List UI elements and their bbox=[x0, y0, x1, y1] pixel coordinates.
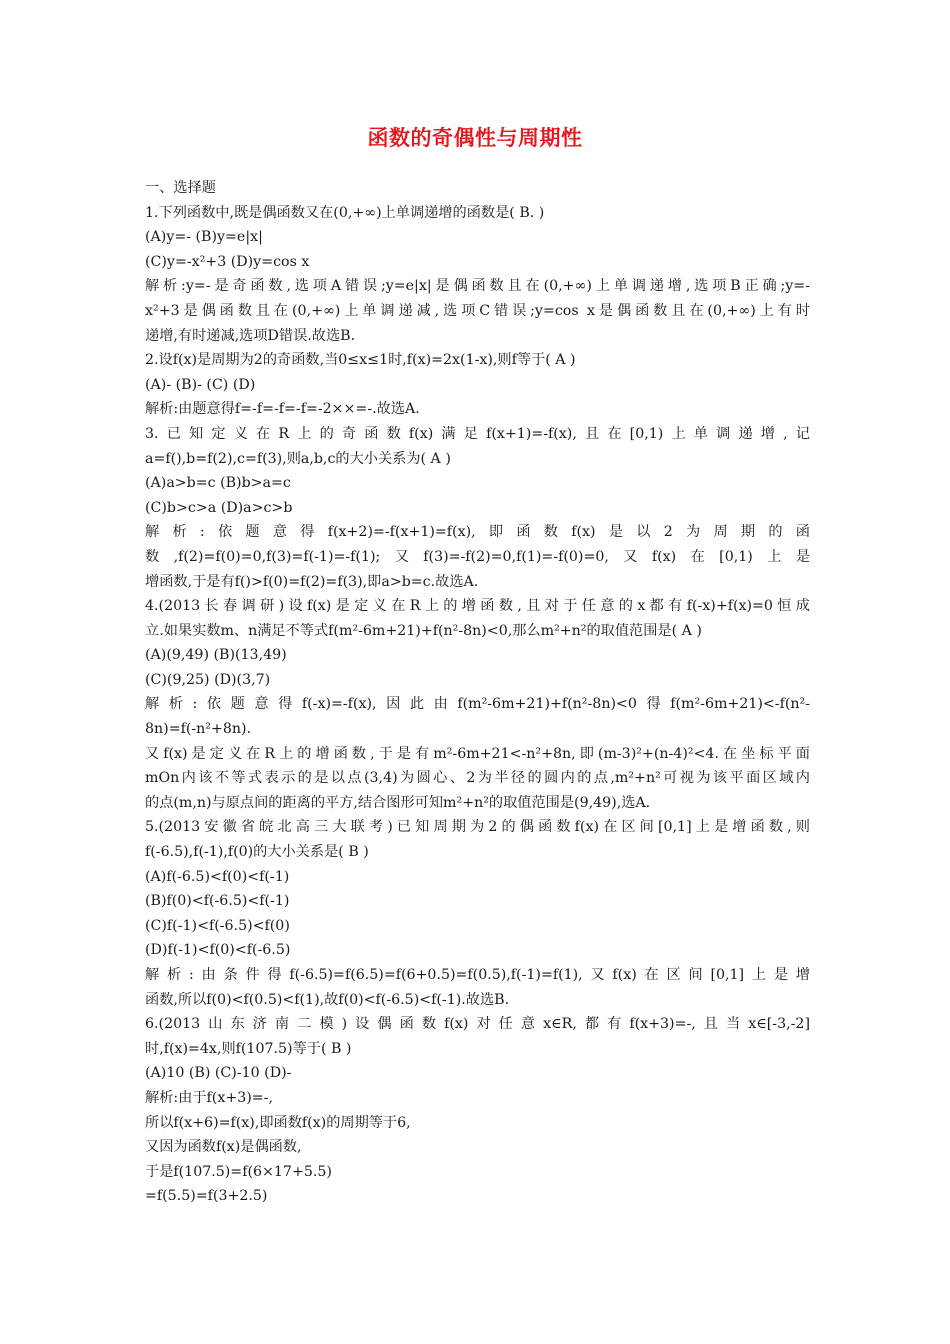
text-line: 解析:y=-是奇函数,选项A错误;y=e|x|是偶函数且在(0,+∞)上单调递增,选项B正确;y=- bbox=[145, 278, 810, 295]
text-line: 的点(m,n)与原点间的距离的平方,结合图形可知m²+n²的取值范围是(9,49),选A. bbox=[145, 794, 651, 811]
text-line: (A)(9,49) (B)(13,49) bbox=[145, 647, 287, 664]
text-line: (A)f(-6.5)<f(0)<f(-1) bbox=[145, 868, 290, 885]
text-line: 函数,所以f(0)<f(0.5)<f(1),故f(0)<f(-6.5)<f(-1).故选B. bbox=[145, 991, 510, 1008]
text-line: 解析:依题意得f(-x)=-f(x),因此由f(m²-6m+21)+f(n²-8n)<0得f(m²-6m+21)<-f(n²- bbox=[145, 696, 810, 713]
text-line: 于是f(107.5)=f(6×17+5.5) bbox=[145, 1163, 332, 1180]
text-line: 一、选择题 bbox=[145, 180, 216, 196]
text-line: 解析:由条件得f(-6.5)=f(6.5)=f(6+0.5)=f(0.5),f(-1)=f(1),又f(x)在区间[0,1]上是增 bbox=[145, 967, 810, 983]
text-line: f(-6.5),f(-1),f(0)的大小关系是( B ) bbox=[145, 844, 369, 861]
text-line: 5.(2013安徽省皖北高三大联考)已知周期为2的偶函数f(x)在区间[0,1]上是增函数,则 bbox=[145, 819, 810, 836]
text-line: (C)y=-x²+3 (D)y=cos x bbox=[145, 253, 310, 270]
document-title: 函数的奇偶性与周期性 bbox=[367, 126, 583, 150]
text-line: (A)- (B)- (C) (D) bbox=[145, 376, 256, 393]
text-line: (C)(9,25) (D)(3,7) bbox=[145, 671, 271, 688]
text-line: 6.(2013山东济南二模)设偶函数f(x)对任意x∈R,都有f(x+3)=-,且当x∈[-3,-2] bbox=[145, 1016, 810, 1033]
text-line: (C)f(-1)<f(-6.5)<f(0) bbox=[145, 917, 290, 934]
text-line: mOn内该不等式表示的是以点(3,4)为圆心、2为半径的圆内的点,m²+n²可视为该平面区域内 bbox=[145, 770, 810, 787]
text-line: (D)f(-1)<f(0)<f(-6.5) bbox=[145, 942, 291, 959]
text-line: x²+3是偶函数且在(0,+∞)上单调递减,选项C错误;y=cos x是偶函数且在(0,+∞)上有时 bbox=[145, 302, 810, 319]
text-line: 解析:由于f(x+3)=-, bbox=[145, 1089, 273, 1106]
text-line: 1.下列函数中,既是偶函数又在(0,+∞)上单调递增的函数是( B. ) bbox=[145, 204, 545, 221]
text-line: 解析:由题意得f=-f=-f=-f=-2××=-.故选A. bbox=[145, 401, 420, 418]
text-line: 又f(x)是定义在R上的增函数,于是有m²-6m+21<-n²+8n,即(m-3)²+(n-4)²<4.在坐标平面 bbox=[145, 745, 810, 762]
text-line: 所以f(x+6)=f(x),即函数f(x)的周期等于6, bbox=[145, 1114, 411, 1131]
document-body bbox=[145, 176, 810, 1209]
text-line: a=f(),b=f(2),c=f(3),则a,b,c的大小关系为( A ) bbox=[145, 450, 451, 467]
text-line: =f(5.5)=f(3+2.5) bbox=[145, 1188, 268, 1205]
text-line: 8n)=f(-n²+8n). bbox=[145, 721, 252, 738]
text-line: 增函数,于是有f()>f(0)=f(2)=f(3),即a>b=c.故选A. bbox=[145, 573, 479, 590]
text-line: 4.(2013长春调研)设f(x)是定义在R上的增函数,且对于任意的x都有f(-x)+f(x)=0恒成 bbox=[145, 598, 810, 615]
text-line: 时,f(x)=4x,则f(107.5)等于( B ) bbox=[145, 1040, 352, 1057]
text-line: 又因为函数f(x)是偶函数, bbox=[145, 1139, 302, 1156]
text-line: 数,f(2)=f(0)=0,f(3)=f(-1)=-f(1);又f(3)=-f(2)=0,f(1)=-f(0)=0,又f(x)在[0,1)上是 bbox=[145, 548, 810, 565]
text-line: 3.已知定义在R上的奇函数f(x)满足f(x+1)=-f(x),且在[0,1)上单调递增,记 bbox=[145, 425, 810, 442]
text-line: 递增,有时递减,选项D错误.故选B. bbox=[145, 327, 356, 344]
text-line: 解析:依题意得f(x+2)=-f(x+1)=f(x),即函数f(x)是以2为周期的函 bbox=[145, 524, 810, 541]
text-line: 立.如果实数m、n满足不等式f(m²-6m+21)+f(n²-8n)<0,那么m²+n²的取值范围是( A ) bbox=[145, 622, 702, 639]
text-line: (A)y=- (B)y=e|x| bbox=[145, 229, 263, 246]
text-line: (A)10 (B) (C)-10 (D)- bbox=[145, 1065, 292, 1082]
text-line: (C)b>c>a (D)a>c>b bbox=[145, 499, 293, 516]
text-line: 2.设f(x)是周期为2的奇函数,当0≤x≤1时,f(x)=2x(1-x),则f等于( A ) bbox=[145, 352, 576, 369]
text-line: (B)f(0)<f(-6.5)<f(-1) bbox=[145, 893, 290, 910]
text-line: (A)a>b=c (B)b>a=c bbox=[145, 475, 291, 492]
